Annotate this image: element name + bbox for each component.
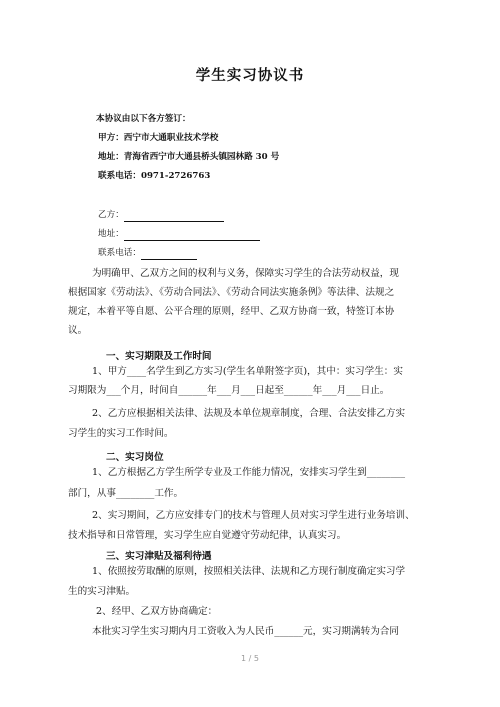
party-b-name-label: 乙方： — [98, 210, 124, 220]
section1-p2-line-2: 习学生的实习工作时间。 — [68, 428, 174, 439]
preamble-line-1: 为明确甲、乙双方之间的权利与义务，保障实习学生的合法劳动权益，现 — [92, 268, 399, 279]
party-a-phone: 联系电话：0971-2726763 — [98, 171, 211, 181]
section2-p1-line-1: 1、乙方根据乙方学生所学专业及工作能力情况，安排实习学生到________ — [92, 467, 406, 478]
intro-text: 本协议由以下各方签订： — [96, 114, 191, 124]
section3-p1-line-2: 生的实习津贴。 — [68, 586, 136, 597]
party-b-address-label: 地址： — [98, 229, 124, 239]
preamble-line-3: 规定，本着平等自愿、公平合理的原则，经甲、乙双方协商一致，特签订本协 — [68, 306, 395, 317]
section2-p2-line-2: 技术指导和日常管理，实习学生应自觉遵守劳动纪律，认真实习。 — [68, 530, 347, 541]
section3-p2: 2、经甲、乙双方协商确定： — [96, 606, 218, 617]
party-a-name: 甲方：西宁市大通职业技术学校 — [98, 133, 219, 143]
party-a-address: 地址：青海省西宁市大通县桥头镇园林路 30 号 — [98, 152, 280, 162]
party-b-phone-label: 联系电话： — [98, 248, 141, 258]
party-b-phone-row — [98, 247, 197, 260]
party-b-address-row — [98, 228, 260, 241]
section2-heading: 二、实习岗位 — [106, 452, 164, 463]
section1-p1-line-1: 1、甲方____名学生到乙方实习(学生名单附签字页)，其中：实习学生：实 — [92, 366, 403, 377]
party-b-phone-blank — [141, 250, 197, 260]
section1-p2-line-1: 2、乙方应根据相关法律、法规及本单位规章制度，合理、合法安排乙方实 — [92, 408, 406, 419]
preamble-line-4: 议。 — [68, 325, 88, 336]
section3-p1-line-1: 1、依照按劳取酬的原则，按照相关法律、法规和乙方现行制度确定实习学 — [92, 566, 406, 577]
preamble-line-2: 根据国家《劳动法》、《劳动合同法》、《劳动合同法实施条例》等法律、法规之 — [68, 287, 395, 298]
section2-p1-line-2: 部门，从事________工作。 — [68, 488, 184, 499]
party-b-address-blank — [124, 231, 260, 241]
section3-p3: 本批实习学生实习期内月工资收入为人民币______元，实习期满转为合同 — [92, 626, 399, 637]
section1-heading: 一、实习期限及工作时间 — [106, 351, 212, 362]
party-b-name-row — [98, 209, 224, 222]
party-b-name-blank — [124, 212, 224, 222]
document-title: 学生实习协议书 — [195, 68, 305, 84]
section3-heading: 三、实习津贴及福利待遇 — [106, 551, 212, 562]
section2-p2-line-1: 2、实习期间，乙方应安排专门的技术与管理人员对实习学生进行业务培训、 — [92, 510, 415, 521]
section1-p1-line-2: 习期限为___个月，时间自______年___月___日起至______年___月___日止。 — [68, 385, 390, 396]
page-number: 1 / 5 — [241, 654, 259, 663]
